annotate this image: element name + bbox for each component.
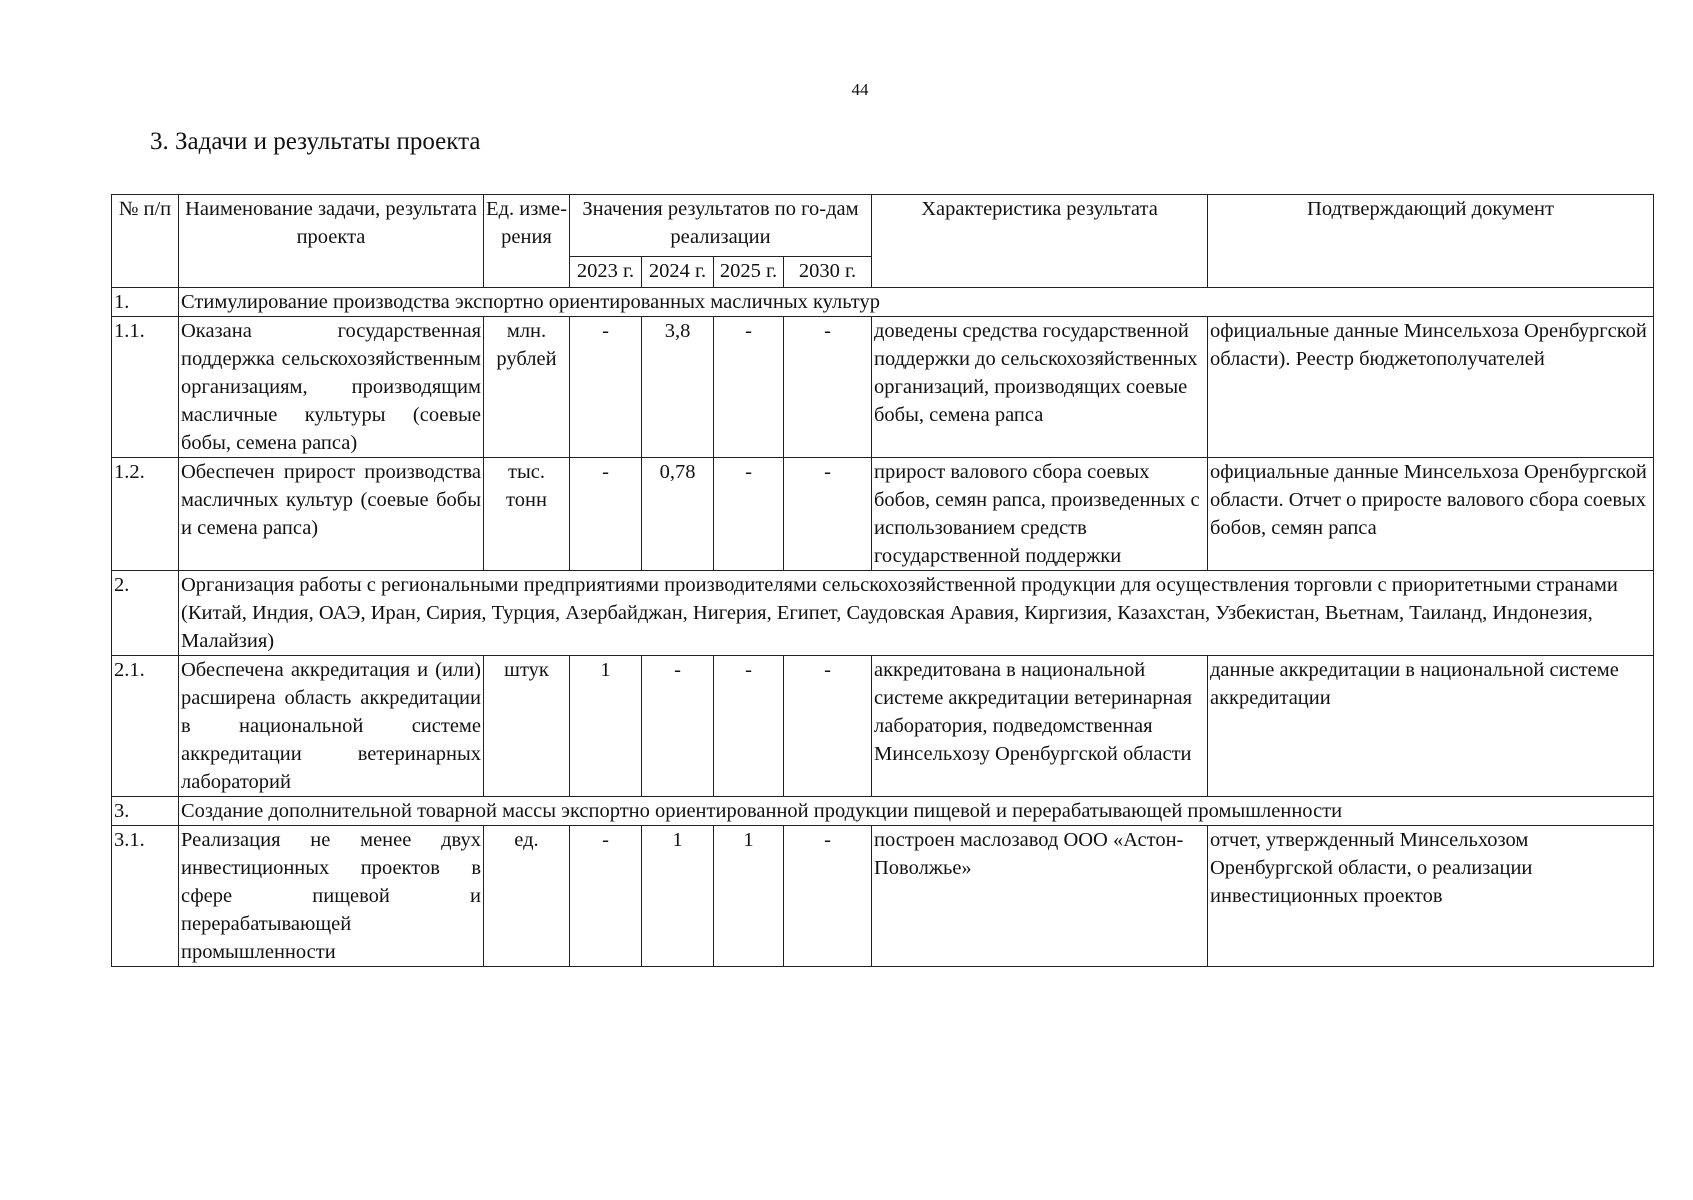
row-num: 1. xyxy=(112,288,179,317)
header-num: № п/п xyxy=(112,195,179,288)
page-number: 44 xyxy=(851,80,869,99)
result-characteristic: аккредитована в национальной системе аккредитации ветеринарная лаборатория, подведомственная Минсельхозу Оренбургской области xyxy=(872,656,1208,797)
row-num: 1.1. xyxy=(112,317,179,458)
value-2023: 1 xyxy=(570,656,642,797)
table-row xyxy=(112,458,1654,571)
section-row xyxy=(112,571,1654,656)
table-row xyxy=(112,317,1654,458)
row-num: 1.2. xyxy=(112,458,179,571)
task-name: Оказана государственная поддержка сельскохозяйственным организациям, производящим масличные культуры (соевые бобы, семена рапса) xyxy=(179,317,484,458)
task-unit: ед. xyxy=(484,826,570,967)
row-num: 3. xyxy=(112,797,179,826)
task-name: Обеспечен прирост производства масличных культур (соевые бобы и семена рапса) xyxy=(179,458,484,571)
row-num: 3.1. xyxy=(112,826,179,967)
section-text: Организация работы с региональными предприятиями производителями сельскохозяйственной продукции для осуществления торговли с приоритетными странами (Китай, Индия, ОАЭ, Иран, Сирия, Турция, Азербайджан, Нигерия, Египет, Саудовская Аравия, Киргизия, Казахстан, Узбекистан, Вьетнам, Таиланд, Индонезия, Малайзия) xyxy=(179,571,1654,656)
value-2024: 3,8 xyxy=(642,317,714,458)
confirming-document: официальные данные Минсельхоза Оренбургской области). Реестр бюджетополучателей xyxy=(1208,317,1654,458)
header-unit: Ед. изме-рения xyxy=(484,195,570,288)
task-unit: млн. рублей xyxy=(484,317,570,458)
tasks-table xyxy=(111,194,1654,967)
table-row xyxy=(112,656,1654,797)
header-characteristic: Характеристика результата xyxy=(872,195,1208,288)
row-num: 2. xyxy=(112,571,179,656)
value-2023: - xyxy=(570,458,642,571)
value-2023: - xyxy=(570,826,642,967)
value-2025: - xyxy=(714,656,784,797)
confirming-document: официальные данные Минсельхоза Оренбургской области. Отчет о приросте валового сбора соевых бобов, семян рапса xyxy=(1208,458,1654,571)
header-year: 2030 г. xyxy=(784,256,872,287)
value-2024: 1 xyxy=(642,826,714,967)
task-unit: тыс. тонн xyxy=(484,458,570,571)
result-characteristic: построен маслозавод ООО «Астон-Поволжье» xyxy=(872,826,1208,967)
section-text: Стимулирование производства экспортно ориентированных масличных культур xyxy=(179,288,1654,317)
confirming-document: отчет, утвержденный Минсельхозом Оренбургской области, о реализации инвестиционных проектов xyxy=(1208,826,1654,967)
header-year: 2023 г. xyxy=(570,256,642,287)
task-unit: штук xyxy=(484,656,570,797)
section-row xyxy=(112,288,1654,317)
header-year: 2024 г. xyxy=(642,256,714,287)
section-title: 3. Задачи и результаты проекта xyxy=(150,128,481,155)
value-2030: - xyxy=(784,656,872,797)
section-text: Создание дополнительной товарной массы экспортно ориентированной продукции пищевой и перерабатывающей промышленности xyxy=(179,797,1654,826)
table-row xyxy=(112,826,1654,967)
header-values: Значения результатов по го-дам реализации xyxy=(570,195,872,257)
result-characteristic: прирост валового сбора соевых бобов, семян рапса, произведенных с использованием средств государственной поддержки xyxy=(872,458,1208,571)
value-2030: - xyxy=(784,826,872,967)
task-name: Обеспечена аккредитация и (или) расширена область аккредитации в национальной системе аккредитации ветеринарных лабораторий xyxy=(179,656,484,797)
result-characteristic: доведены средства государственной поддержки до сельскохозяйственных организаций, производящих соевые бобы, семена рапса xyxy=(872,317,1208,458)
value-2024: 0,78 xyxy=(642,458,714,571)
value-2030: - xyxy=(784,317,872,458)
value-2025: 1 xyxy=(714,826,784,967)
value-2025: - xyxy=(714,317,784,458)
header-year: 2025 г. xyxy=(714,256,784,287)
row-num: 2.1. xyxy=(112,656,179,797)
value-2030: - xyxy=(784,458,872,571)
task-name: Реализация не менее двух инвестиционных проектов в сфере пищевой и перерабатывающей промышленности xyxy=(179,826,484,967)
value-2025: - xyxy=(714,458,784,571)
section-row xyxy=(112,797,1654,826)
value-2023: - xyxy=(570,317,642,458)
header-name: Наименование задачи, результата проекта xyxy=(179,195,484,288)
value-2024: - xyxy=(642,656,714,797)
confirming-document: данные аккредитации в национальной системе аккредитации xyxy=(1208,656,1654,797)
header-document: Подтверждающий документ xyxy=(1208,195,1654,288)
